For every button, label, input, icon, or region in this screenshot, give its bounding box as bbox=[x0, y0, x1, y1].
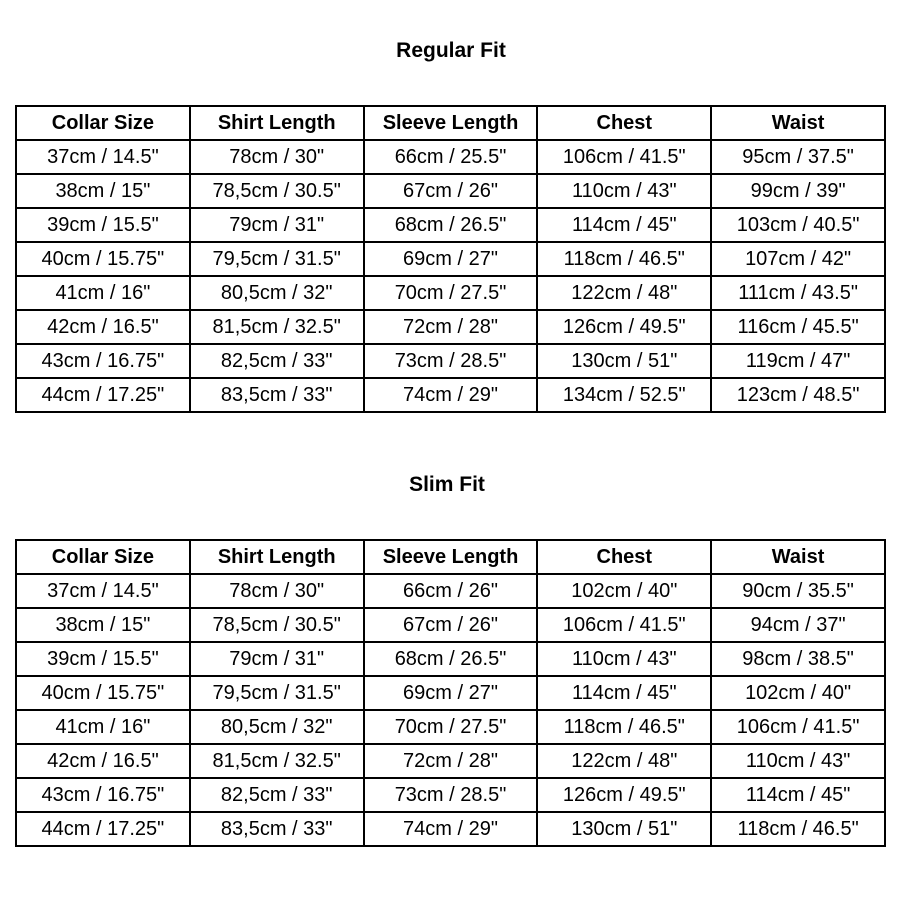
shirt-length-cell: 78cm / 30" bbox=[190, 140, 364, 174]
table-row bbox=[16, 812, 885, 846]
shirt-length-cell: 79cm / 31" bbox=[190, 642, 364, 676]
column-header: Chest bbox=[537, 106, 711, 140]
sleeve-length-cell: 72cm / 28" bbox=[364, 744, 538, 778]
table-row bbox=[16, 574, 885, 608]
table-row bbox=[16, 378, 885, 412]
sleeve-length-cell: 68cm / 26.5" bbox=[364, 642, 538, 676]
waist-cell: 116cm / 45.5" bbox=[711, 310, 885, 344]
sleeve-length-cell: 70cm / 27.5" bbox=[364, 710, 538, 744]
table-row bbox=[16, 174, 885, 208]
sleeve-length-cell: 72cm / 28" bbox=[364, 310, 538, 344]
collar-size-cell: 40cm / 15.75" bbox=[16, 676, 190, 710]
waist-cell: 103cm / 40.5" bbox=[711, 208, 885, 242]
table-row bbox=[16, 242, 885, 276]
column-header: Waist bbox=[711, 540, 885, 574]
collar-size-cell: 38cm / 15" bbox=[16, 608, 190, 642]
table-row bbox=[16, 276, 885, 310]
chest-cell: 106cm / 41.5" bbox=[537, 140, 711, 174]
chest-cell: 118cm / 46.5" bbox=[537, 710, 711, 744]
shirt-length-cell: 79,5cm / 31.5" bbox=[190, 242, 364, 276]
shirt-length-cell: 80,5cm / 32" bbox=[190, 710, 364, 744]
collar-size-cell: 38cm / 15" bbox=[16, 174, 190, 208]
collar-size-cell: 44cm / 17.25" bbox=[16, 812, 190, 846]
chest-cell: 130cm / 51" bbox=[537, 812, 711, 846]
shirt-length-cell: 83,5cm / 33" bbox=[190, 378, 364, 412]
waist-cell: 94cm / 37" bbox=[711, 608, 885, 642]
shirt-length-cell: 79,5cm / 31.5" bbox=[190, 676, 364, 710]
chest-cell: 126cm / 49.5" bbox=[537, 778, 711, 812]
sleeve-length-cell: 69cm / 27" bbox=[364, 676, 538, 710]
collar-size-cell: 42cm / 16.5" bbox=[16, 310, 190, 344]
regular-fit-size-table bbox=[15, 105, 886, 413]
chest-cell: 134cm / 52.5" bbox=[537, 378, 711, 412]
sleeve-length-cell: 68cm / 26.5" bbox=[364, 208, 538, 242]
sleeve-length-cell: 66cm / 26" bbox=[364, 574, 538, 608]
table-row bbox=[16, 642, 885, 676]
column-header: Collar Size bbox=[16, 540, 190, 574]
sleeve-length-cell: 74cm / 29" bbox=[364, 378, 538, 412]
shirt-length-cell: 81,5cm / 32.5" bbox=[190, 744, 364, 778]
header-row bbox=[16, 106, 885, 140]
slim-fit-title: Slim Fit bbox=[409, 473, 485, 496]
table-row bbox=[16, 608, 885, 642]
chest-cell: 122cm / 48" bbox=[537, 744, 711, 778]
table-row bbox=[16, 744, 885, 778]
collar-size-cell: 44cm / 17.25" bbox=[16, 378, 190, 412]
sleeve-length-cell: 70cm / 27.5" bbox=[364, 276, 538, 310]
shirt-length-cell: 82,5cm / 33" bbox=[190, 778, 364, 812]
chest-cell: 110cm / 43" bbox=[537, 642, 711, 676]
table-row bbox=[16, 778, 885, 812]
chest-cell: 114cm / 45" bbox=[537, 208, 711, 242]
shirt-length-cell: 78,5cm / 30.5" bbox=[190, 608, 364, 642]
column-header: Collar Size bbox=[16, 106, 190, 140]
chest-cell: 118cm / 46.5" bbox=[537, 242, 711, 276]
shirt-length-cell: 78cm / 30" bbox=[190, 574, 364, 608]
sleeve-length-cell: 66cm / 25.5" bbox=[364, 140, 538, 174]
sleeve-length-cell: 67cm / 26" bbox=[364, 174, 538, 208]
waist-cell: 98cm / 38.5" bbox=[711, 642, 885, 676]
sleeve-length-cell: 67cm / 26" bbox=[364, 608, 538, 642]
waist-cell: 123cm / 48.5" bbox=[711, 378, 885, 412]
column-header: Waist bbox=[711, 106, 885, 140]
chest-cell: 122cm / 48" bbox=[537, 276, 711, 310]
shirt-length-cell: 79cm / 31" bbox=[190, 208, 364, 242]
chest-cell: 130cm / 51" bbox=[537, 344, 711, 378]
table-row bbox=[16, 208, 885, 242]
waist-cell: 119cm / 47" bbox=[711, 344, 885, 378]
waist-cell: 102cm / 40" bbox=[711, 676, 885, 710]
collar-size-cell: 39cm / 15.5" bbox=[16, 642, 190, 676]
sleeve-length-cell: 73cm / 28.5" bbox=[364, 344, 538, 378]
sleeve-length-cell: 74cm / 29" bbox=[364, 812, 538, 846]
chest-cell: 110cm / 43" bbox=[537, 174, 711, 208]
sleeve-length-cell: 69cm / 27" bbox=[364, 242, 538, 276]
header-row bbox=[16, 540, 885, 574]
slim-fit-size-table bbox=[15, 539, 886, 847]
collar-size-cell: 42cm / 16.5" bbox=[16, 744, 190, 778]
collar-size-cell: 41cm / 16" bbox=[16, 276, 190, 310]
shirt-length-cell: 78,5cm / 30.5" bbox=[190, 174, 364, 208]
collar-size-cell: 37cm / 14.5" bbox=[16, 140, 190, 174]
collar-size-cell: 39cm / 15.5" bbox=[16, 208, 190, 242]
collar-size-cell: 40cm / 15.75" bbox=[16, 242, 190, 276]
waist-cell: 107cm / 42" bbox=[711, 242, 885, 276]
waist-cell: 95cm / 37.5" bbox=[711, 140, 885, 174]
waist-cell: 118cm / 46.5" bbox=[711, 812, 885, 846]
column-header: Shirt Length bbox=[190, 106, 364, 140]
column-header: Chest bbox=[537, 540, 711, 574]
chest-cell: 106cm / 41.5" bbox=[537, 608, 711, 642]
table-row bbox=[16, 344, 885, 378]
column-header: Sleeve Length bbox=[364, 106, 538, 140]
waist-cell: 114cm / 45" bbox=[711, 778, 885, 812]
chest-cell: 114cm / 45" bbox=[537, 676, 711, 710]
table-row bbox=[16, 310, 885, 344]
sleeve-length-cell: 73cm / 28.5" bbox=[364, 778, 538, 812]
waist-cell: 90cm / 35.5" bbox=[711, 574, 885, 608]
table-row bbox=[16, 676, 885, 710]
collar-size-cell: 43cm / 16.75" bbox=[16, 344, 190, 378]
collar-size-cell: 43cm / 16.75" bbox=[16, 778, 190, 812]
chest-cell: 126cm / 49.5" bbox=[537, 310, 711, 344]
table-row bbox=[16, 140, 885, 174]
waist-cell: 111cm / 43.5" bbox=[711, 276, 885, 310]
waist-cell: 106cm / 41.5" bbox=[711, 710, 885, 744]
regular-fit-title: Regular Fit bbox=[396, 39, 506, 62]
collar-size-cell: 37cm / 14.5" bbox=[16, 574, 190, 608]
collar-size-cell: 41cm / 16" bbox=[16, 710, 190, 744]
waist-cell: 110cm / 43" bbox=[711, 744, 885, 778]
column-header: Shirt Length bbox=[190, 540, 364, 574]
shirt-length-cell: 80,5cm / 32" bbox=[190, 276, 364, 310]
shirt-length-cell: 83,5cm / 33" bbox=[190, 812, 364, 846]
table-row bbox=[16, 710, 885, 744]
shirt-length-cell: 81,5cm / 32.5" bbox=[190, 310, 364, 344]
chest-cell: 102cm / 40" bbox=[537, 574, 711, 608]
column-header: Sleeve Length bbox=[364, 540, 538, 574]
shirt-length-cell: 82,5cm / 33" bbox=[190, 344, 364, 378]
waist-cell: 99cm / 39" bbox=[711, 174, 885, 208]
